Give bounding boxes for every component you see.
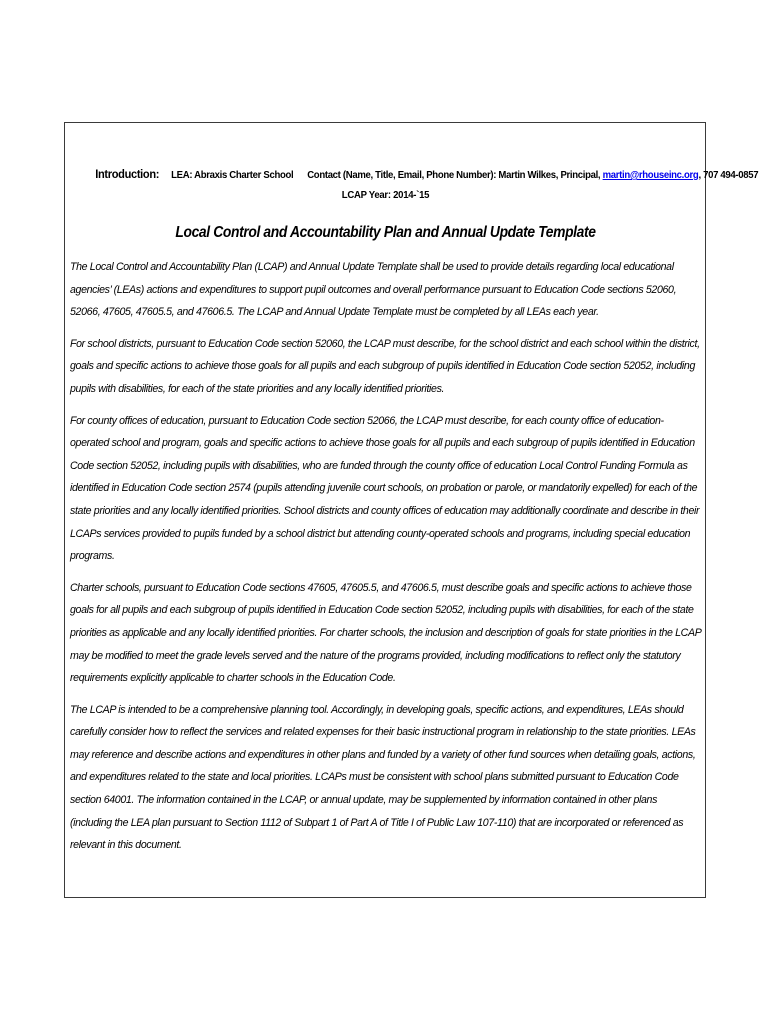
intro-label: Introduction: [95,167,160,181]
lcap-year: LCAP Year: 2014-`15 [341,190,430,201]
paragraph: The Local Control and Accountability Plan (LCAP) and Annual Update Template shall be used to provide details regarding local educational agencies’ (LEAs) actions and expenditures to support pupil outcomes and overall performance pursuant to Education Code sections 52060, 52066, 47605, 47605.5, and 47606.5. The LCAP and Annual Update Template must be completed by all LEAs each year. [70,261,677,319]
lea-name: LEA: Abraxis Charter School [171,170,294,181]
contact-phone: , 707 494-0857 [698,170,759,181]
contact-info: Contact (Name, Title, Email, Phone Number): Martin Wilkes, Principal, [307,170,601,181]
paragraph: For school districts, pursuant to Education Code section 52060, the LCAP must describe, for the school district and each school within the district, goals and specific actions to achieve those goals for all pupils and each subgroup of pupils identified in Education Code section 52052, including pupils with disabilities, for each of the state priorities and any locally identified priorities. [70,337,700,395]
paragraph: Charter schools, pursuant to Education Code sections 47605, 47605.5, and 47606.5, must describe goals and specific actions to achieve those goals for all pupils and each subgroup of pupils identified in Education Code section 52052, including pupils with disabilities, for each of the state priorities as applicable and any locally identified priorities. For charter schools, the inclusion and description of goals for state priorities in the LCAP may be modified to meet the grade levels served and the nature of the programs provided, including modifications to reflect only the statutory requirements explicitly applicable to charter schools in the Education Code. [70,581,702,685]
document-title: Local Control and Accountability Plan and Annual Update Template [175,224,596,241]
paragraph: For county offices of education, pursuant to Education Code section 52066, the LCAP must describe, for each county office of education-operated school and program, goals and specific actions to achieve those goals for all pupils and each subgroup of pupils identified in Education Code section 52052, including pupils with disabilities, who are funded through the county office of education Local Control Funding Formula as identified in Education Code section 2574 (pupils attending juvenile court schools, on probation or parole, or mandatorily expelled) for each of the state priorities and any locally identified priorities. School districts and county offices of education may additionally coordinate and describe in their LCAPs services provided to pupils funded by a school district but attending county-operated schools and programs, including special education programs. [70,414,700,563]
paragraph: The LCAP is intended to be a comprehensive planning tool. Accordingly, in developing goals, specific actions, and expenditures, LEAs should carefully consider how to reflect the services and related expenses for their basic instructional program in relationship to the state priorities. LEAs may reference and describe actions and expenditures in other plans and funded by a variety of other fund sources when detailing goals, actions, and expenditures related to the state and local priorities. LCAPs must be consistent with school plans submitted pursuant to Education Code section 64001. The information contained in the LCAP, or annual update, may be supplemented by information contained in other plans (including the LEA plan pursuant to Section 1112 of Subpart 1 of Part A of Title I of Public Law 107-110) that are incorporated or referenced as relevant in this document. [70,703,696,852]
document-page [64,122,759,898]
contact-email-link[interactable]: martin@rhouseinc.org [602,170,699,181]
intro-header [95,167,759,183]
